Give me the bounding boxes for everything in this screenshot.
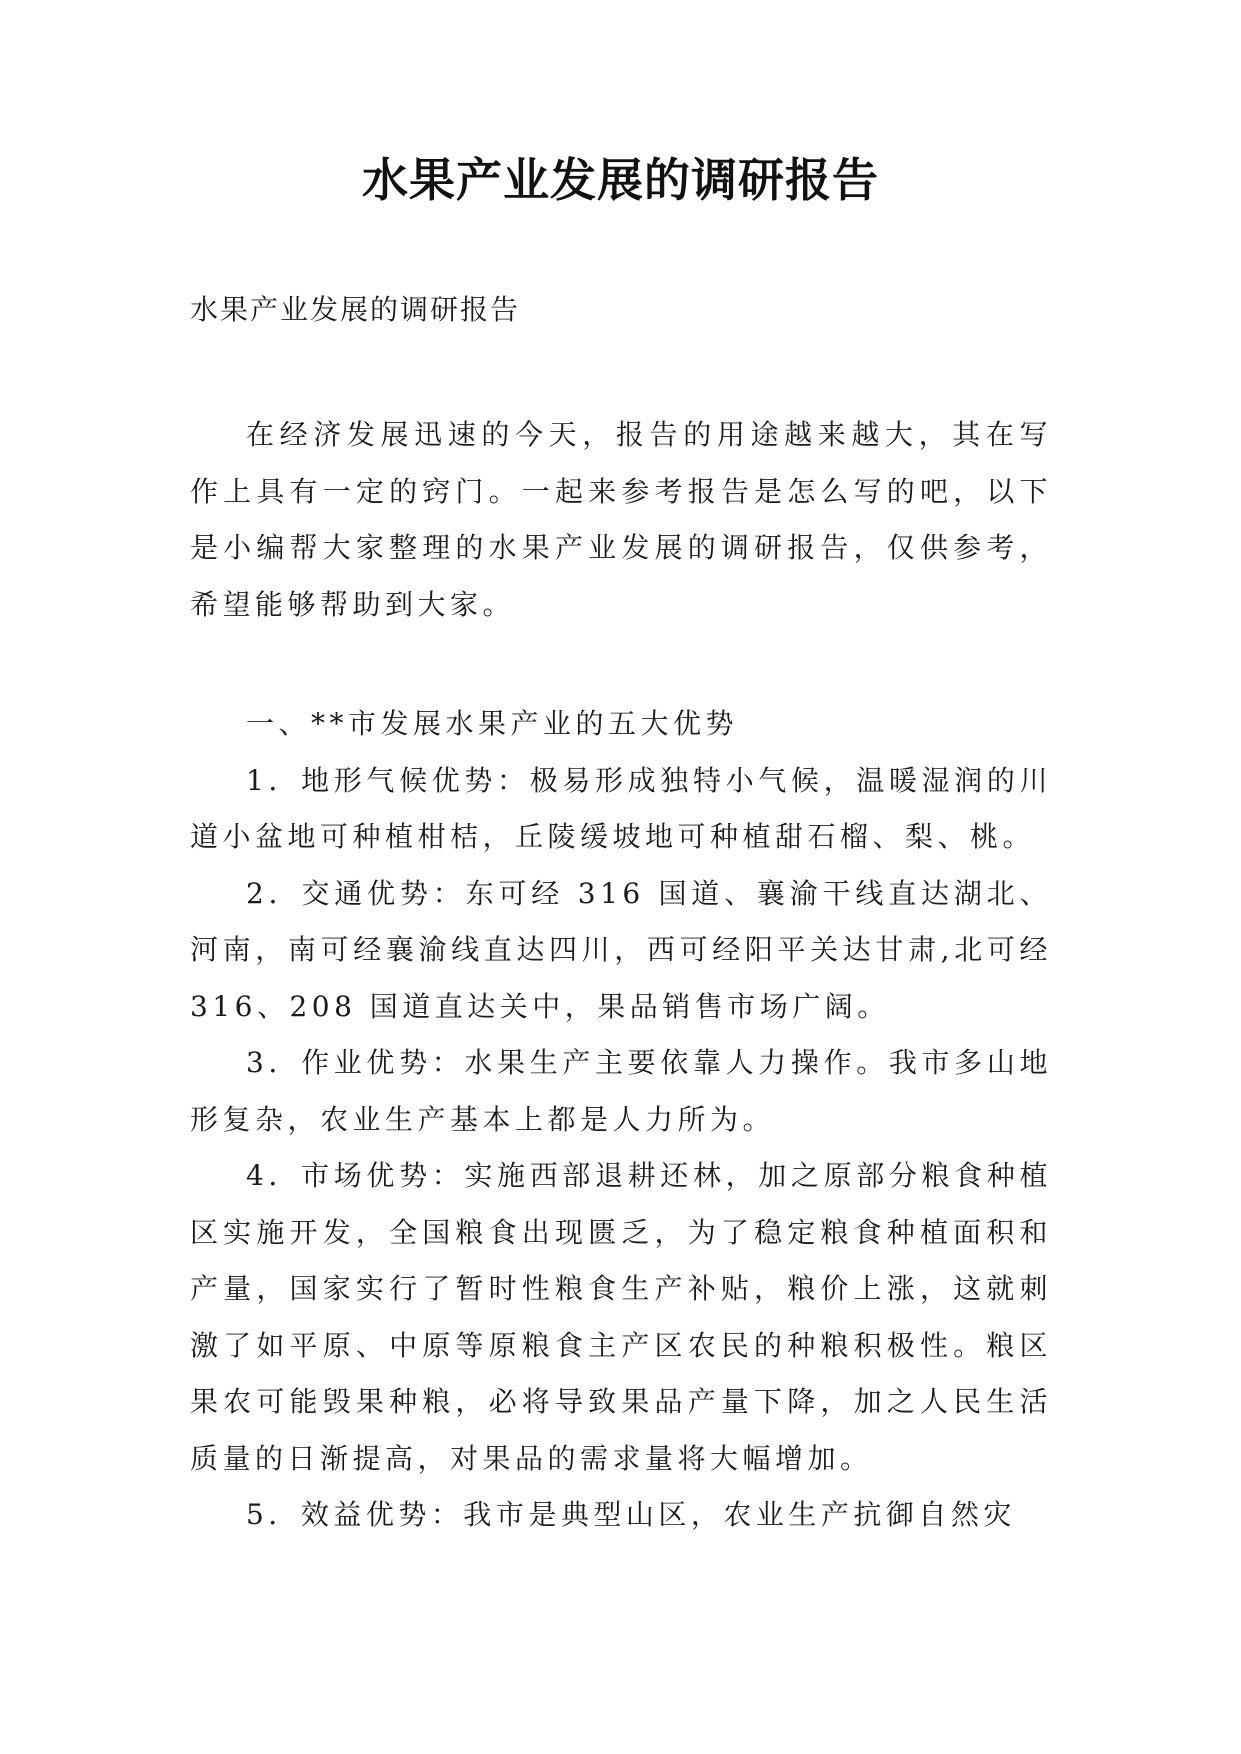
list-item: 3．作业优势：水果生产主要依靠人力操作。我市多山地形复杂，农业生产基本上都是人力所为。 [190, 1046, 1052, 1136]
intro-paragraph: 在经济发展迅速的今天，报告的用途越来越大，其在写作上具有一定的窍门。一起来参考报告是怎么写的吧，以下是小编帮大家整理的水果产业发展的调研报告，仅供参考，希望能够帮助到大家。 [190, 418, 1052, 621]
list-item: 4．市场优势：实施西部退耕还林，加之原部分粮食种植区实施开发，全国粮食出现匮乏，为了稳定粮食种植面积和产量，国家实行了暂时性粮食生产补贴，粮价上涨，这就刺激了如平原、中原等原粮食主产区农民的种粮积极性。粮区果农可能毁果种粮，必将导致果品产量下降，加之人民生活质量的日渐提高，对果品的需求量将大幅增加。 [190, 1159, 1052, 1475]
section-body [190, 696, 1052, 1544]
list-item: 2．交通优势：东可经 316 国道、襄渝干线直达湖北、河南，南可经襄渝线直达四川，西可经阳平关达甘肃,北可经 316、208 国道直达关中，果品销售市场广阔。 [190, 876, 1052, 1023]
document-title: 水果产业发展的调研报告 [362, 153, 879, 207]
document-subtitle: 水果产业发展的调研报告 [190, 293, 521, 326]
list-item: 1．地形气候优势：极易形成独特小气候，温暖湿润的川道小盆地可种植柑桔，丘陵缓坡地可种植甜石榴、梨、桃。 [190, 763, 1052, 853]
list-item: 5．效益优势：我市是典型山区，农业生产抗御自然灾 [246, 1498, 1016, 1531]
section-heading: 一、**市发展水果产业的五大优势 [246, 707, 739, 740]
